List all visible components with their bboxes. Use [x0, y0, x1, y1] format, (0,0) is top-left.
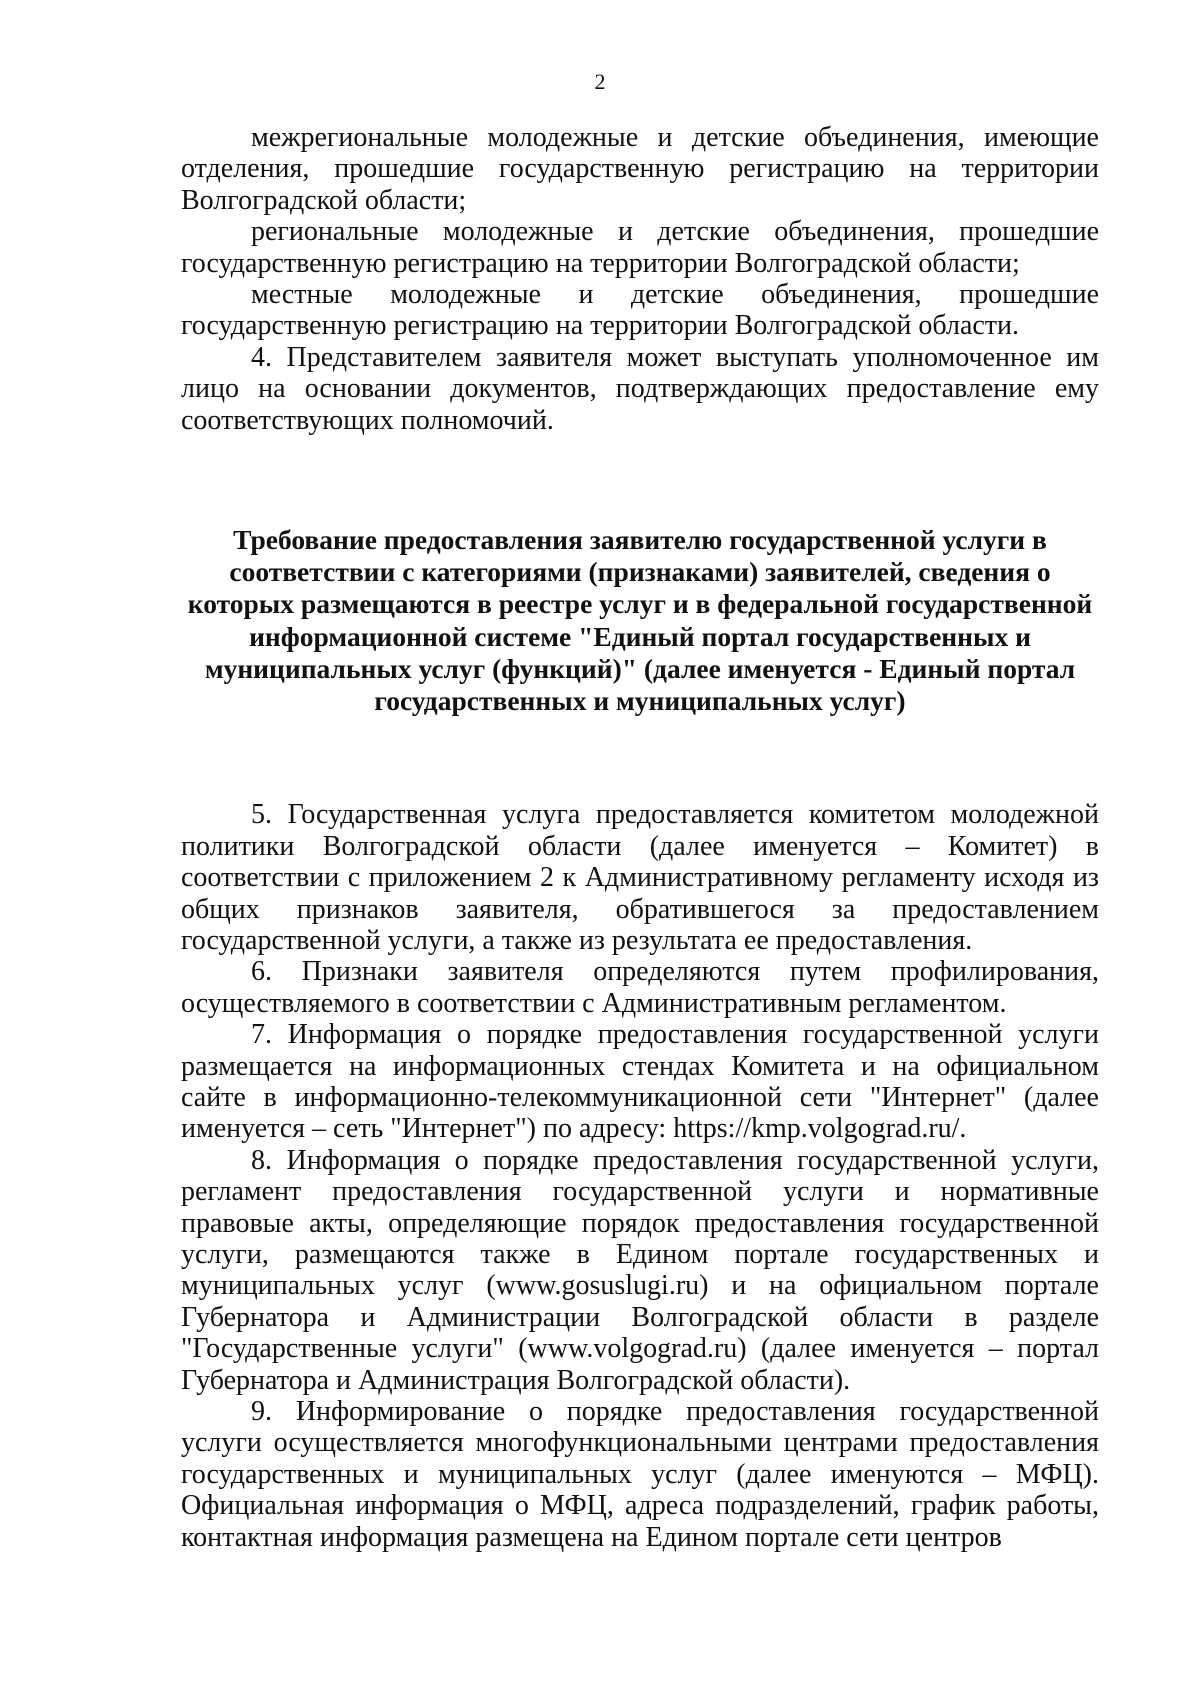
paragraph-6: 6. Признаки заявителя определяются путем профилирования, осуществляемого в соответствии с Административным регламентом.: [181, 956, 1099, 1019]
paragraph-7: 7. Информация о порядке предоставления государственной услуги размещается на информационных стендах Комитета и на официальном сайте в информационно-телекоммуникационной сети "Интернет" (далее именуется – сеть "Интернет") по адресу: https://kmp.volgograd.ru/.: [181, 1019, 1099, 1145]
paragraph-local: местные молодежные и детские объединения, прошедшие государственную регистрацию на территории Волгоградской области.: [181, 279, 1099, 342]
section-body: [181, 799, 1099, 1553]
document-body: [181, 122, 1099, 1553]
paragraph-9: 9. Информирование о порядке предоставления государственной услуги осуществляется многофункциональными центрами предоставления государственных и муниципальных услуг (далее именуются – МФЦ). Официальная информация о МФЦ, адреса подразделений, график работы, контактная информация размещена на Едином портале сети центров: [181, 1396, 1099, 1553]
paragraph-interregional: межрегиональные молодежные и детские объединения, имеющие отделения, прошедшие государственную регистрацию на территории Волгоградской области;: [181, 122, 1099, 216]
paragraph-4: 4. Представителем заявителя может выступать уполномоченное им лицо на основании документов, подтверждающих предоставление ему соответствующих полномочий.: [181, 341, 1099, 436]
paragraph-5: 5. Государственная услуга предоставляется комитетом молодежной политики Волгоградской области (далее именуется – Комитет) в соответствии с приложением 2 к Административному регламенту исходя из общих признаков заявителя, обратившегося за предоставлением государственной услуги, а также из результата ее предоставления.: [181, 799, 1099, 956]
paragraph-regional: региональные молодежные и детские объединения, прошедшие государственную регистрацию на территории Волгоградской области;: [181, 216, 1099, 279]
paragraph-8: 8. Информация о порядке предоставления государственной услуги, регламент предоставления государственной услуги и нормативные правовые акты, определяющие порядок предоставления государственной услуги, размещаются также в Едином портале государственных и муниципальных услуг (www.gosuslugi.ru) и на официальном портале Губернатора и Администрации Волгоградской области в разделе "Государственные услуги" (www.volgograd.ru) (далее именуется – портал Губернатора и Администрация Волгоградской области).: [181, 1144, 1099, 1396]
section-heading: Требование предоставления заявителю государственной услуги в соответствии с категориями (признаками) заявителей, сведения о которых размещаются в реестре услуг и в федеральной государственной информационной системе "Единый портал государственных и муниципальных услуг (функций)" (далее именуется - Единый портал государственных и муниципальных услуг): [187, 524, 1093, 717]
page-number: 2: [594, 69, 606, 94]
